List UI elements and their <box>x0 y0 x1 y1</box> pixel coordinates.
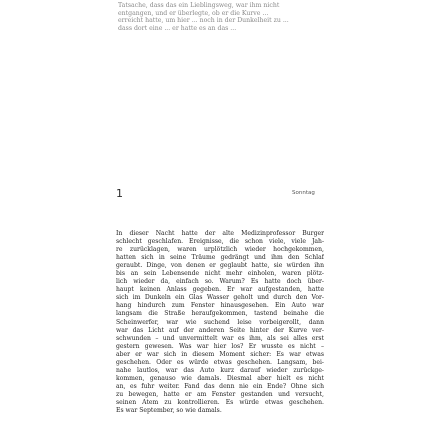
text-line: Es war September, so wie damals. <box>116 407 222 415</box>
text-line: nahe lautlos, war das Auto kurz darauf wieder zurückge- <box>116 366 324 374</box>
text-line: hatten sich in seine Träume gedrängt und ihm den Schlaf <box>116 254 324 262</box>
text-line: geraubt. Dinge, von denen er geglaubt hatte, sie würden ihn <box>116 262 324 270</box>
text-line: kommen, genauso wie damals. Diesmal aber hielt es nicht <box>116 374 324 382</box>
text-line: zu bewegen, hatte er am Fenster gestanden und versucht, <box>116 390 324 398</box>
previous-page-fragment <box>118 2 358 32</box>
chapter-number: 1 <box>116 187 123 200</box>
fragment-line: Tatsache, dass das ein Lieblingsweg, war ihm nicht <box>118 2 280 9</box>
fragment-line: dass dort eine ... er hatte es an das ... <box>118 24 237 32</box>
text-line: seinen Atem zu kontrollieren. Es würde etwas geschehen. <box>116 398 324 406</box>
text-line: schwunden – und unvermittelt war es ihm, als sei alles erst <box>116 334 324 342</box>
text-line: war das Licht auf der anderen Seite hinter der Kurve ver- <box>116 326 324 334</box>
body-paragraph <box>116 230 324 415</box>
text-line: schlecht geschlafen. Ereignisse, die schon viele, viele Jah- <box>116 238 324 246</box>
fragment-line: erreicht hatte, um hier ... noch in der Dunkelheit zu ... <box>118 17 289 25</box>
text-line: In dieser Nacht hatte der alte Medizinprofessor Burger <box>116 230 324 237</box>
fragment-line: entgangen, und er überlegte, ob er die Kurve ... <box>118 9 269 17</box>
text-line: an, es fuhr weiter. Fand das denn nie ein Ende? Ohne sich <box>116 382 324 390</box>
text-line: haupt keinen Anlass gegeben. Er war aufgestanden, hatte <box>116 286 324 294</box>
text-line: sich im Dunkeln ein Glas Wasser geholt und durch den Vor- <box>116 294 324 302</box>
chapter-marker: Sonntag <box>292 190 315 196</box>
text-line: langsam die Straße heraufgekommen, tastend beinahe die <box>116 310 324 318</box>
text-line: re zurücklagen, waren urplötzlich wieder hochgekommen, <box>116 246 324 254</box>
text-line: bis an sein Lebensende nicht mehr einholen, waren plötz- <box>116 270 324 278</box>
text-line: lich wieder da, einfach so. Warum? Es hatte doch über- <box>116 278 324 286</box>
text-line: aber er war sich in diesem Moment sicher: Es war etwas <box>116 350 324 358</box>
text-line: Scheinwerfer, war wie suchend leise vorbeigerollt, dann <box>116 318 324 326</box>
text-line: hang hindurch zum Fenster hinausgesehen. Ein Auto war <box>116 302 324 310</box>
text-line: geschehen. Oder es würde etwas geschehen. Langsam, bei- <box>116 358 324 366</box>
text-line: gestern gewesen. Was war hier los? Er wusste es nicht – <box>116 342 324 350</box>
